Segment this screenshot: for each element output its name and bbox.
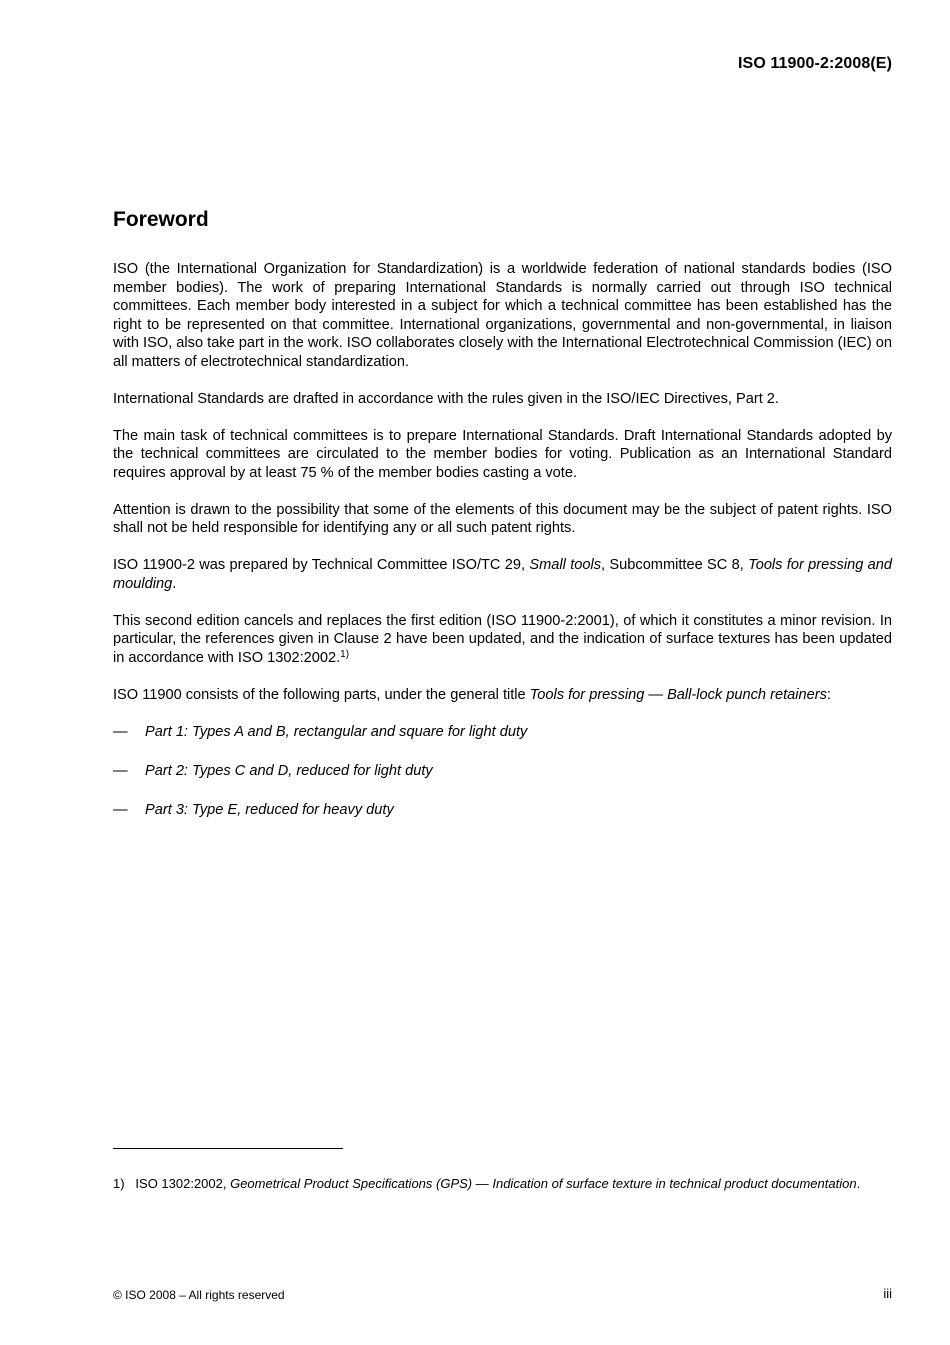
paragraph-directives: International Standards are drafted in accordance with the rules given in the ISO/IEC Directives, Part 2. xyxy=(113,390,779,407)
prepared-by-text-c: , Subcommittee SC 8, xyxy=(601,557,749,573)
copyright-notice: © ISO 2008 – All rights reserved xyxy=(113,1288,285,1302)
dash-bullet: — xyxy=(113,762,128,779)
footnote-divider xyxy=(113,1148,343,1149)
part-label: Part 2: Types C and D, reduced for light duty xyxy=(145,762,433,779)
footnote-number: 1) xyxy=(113,1176,125,1191)
footnote-ref: ISO 1302:2002, xyxy=(135,1176,231,1191)
list-item xyxy=(113,762,892,781)
footnote xyxy=(113,1176,892,1192)
document-reference: ISO 11900-2:2008(E) xyxy=(738,55,892,72)
list-item xyxy=(113,723,892,742)
parts-intro-text-c: : xyxy=(826,686,831,703)
prepared-by-text-a: ISO 11900-2 was prepared by Technical Committee ISO/TC 29, xyxy=(113,557,530,573)
subcommittee-title: Tools for pressing and moulding xyxy=(113,557,892,592)
paragraph-parts-intro xyxy=(113,686,892,705)
part-label: Part 1: Types A and B, rectangular and square for light duty xyxy=(145,723,528,740)
edition-text: This second edition cancels and replaces the first edition (ISO 11900-2:2001), of which it constitutes a minor revision. In particular, the references given in Clause 2 have been updated, and the indication of surface textures has been updated in accordance with ISO 1302:2002. xyxy=(113,612,892,666)
parts-intro-text-a: ISO 11900 consists of the following parts, under the general title xyxy=(113,686,530,703)
list-item xyxy=(113,801,892,820)
paragraph-committees: The main task of technical committees is to prepare International Standards. Draft International Standards adopted by the technical committees are circulated to the member bodies for voting. Publication as an International Standard requires approval by at least 75 % of the member bodies casting a vote. xyxy=(113,427,892,481)
footnote-title: Geometrical Product Specifications (GPS) — Indication of surface texture in technical product documentation xyxy=(230,1176,857,1191)
foreword-body xyxy=(113,260,892,840)
dash-bullet: — xyxy=(113,723,128,740)
dash-bullet: — xyxy=(113,801,128,818)
paragraph-prepared-by xyxy=(113,556,892,593)
general-title: Tools for pressing — Ball-lock punch retainers xyxy=(529,686,827,703)
prepared-by-text-e: . xyxy=(172,575,177,592)
part-label: Part 3: Type E, reduced for heavy duty xyxy=(145,801,394,818)
committee-title: Small tools xyxy=(529,557,602,573)
parts-list xyxy=(113,723,892,820)
footnote-reference[interactable]: 1) xyxy=(340,648,350,660)
paragraph-patent: Attention is drawn to the possibility that some of the elements of this document may be the subject of patent rights. ISO shall not be held responsible for identifying any or all such patent rights. xyxy=(113,501,892,536)
page-title: Foreword xyxy=(113,208,209,231)
page-number: iii xyxy=(883,1286,892,1301)
paragraph-edition xyxy=(113,612,892,668)
footnote-end: . xyxy=(856,1176,861,1191)
paragraph-iso-intro: ISO (the International Organization for Standardization) is a worldwide federation of national standards bodies (ISO member bodies). The work of preparing International Standards is normally carried out through ISO technical committees. Each member body interested in a subject for which a technical committee has been established has the right to be represented on that committee. International organizations, governmental and non-governmental, in liaison with ISO, also take part in the work. ISO collaborates closely with the International Electrotechnical Commission (IEC) on all matters of electrotechnical standardization. xyxy=(113,261,892,370)
